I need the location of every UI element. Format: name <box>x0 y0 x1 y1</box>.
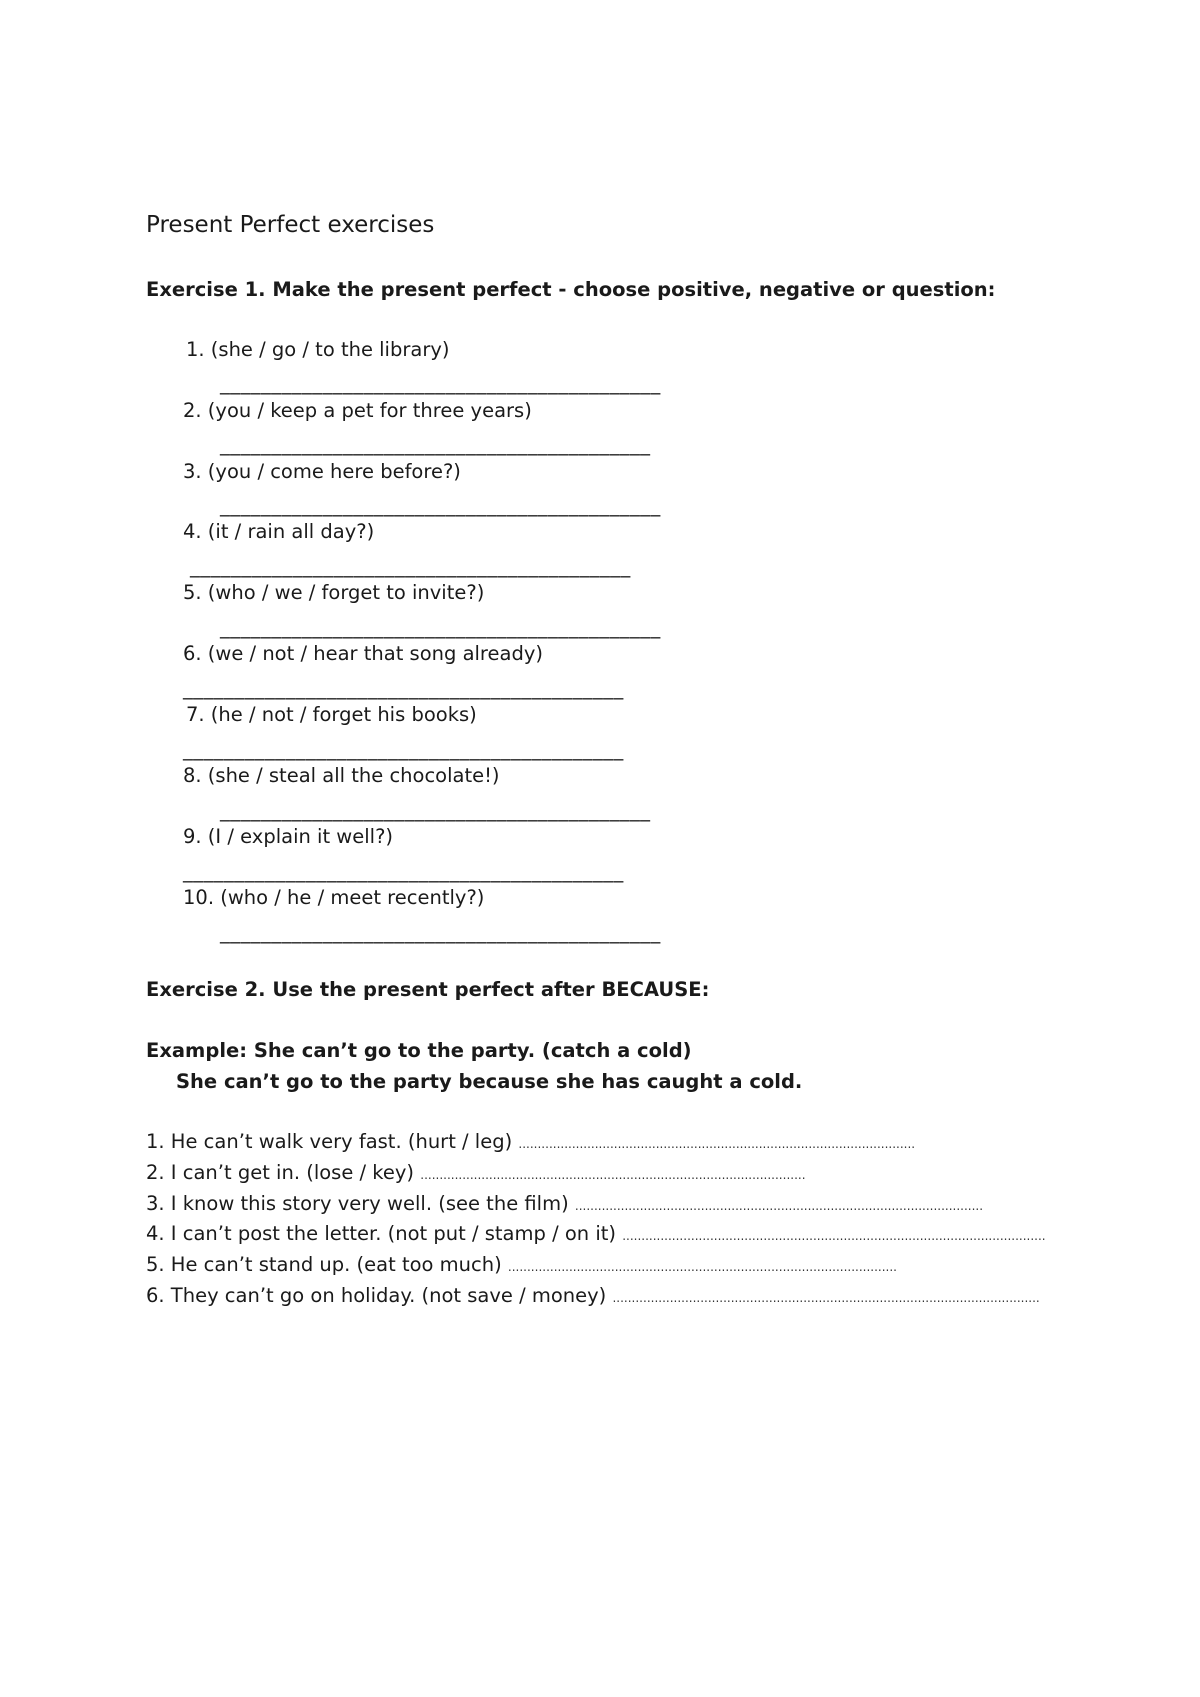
exercise1-blank-6[interactable]: ___________________________________________ <box>183 677 624 700</box>
exercise2-item-text: 2. I can’t get in. (lose / key) <box>146 1161 415 1184</box>
exercise1-blank-5[interactable]: ___________________________________________ <box>220 616 661 639</box>
exercise1-item-7: 7. (he / not / forget his books) <box>186 703 477 726</box>
exercise1-item-1: 1. (she / go / to the library) <box>186 338 450 361</box>
example-sentence: Example: She can’t go to the party. (catch a cold) <box>146 1039 692 1062</box>
exercise1-item-9: 9. (I / explain it well?) <box>183 825 394 848</box>
exercise2-item-3 <box>146 1192 983 1215</box>
answer-dots[interactable]: ............................................................................................................... <box>622 1229 1046 1243</box>
exercise1-blank-10[interactable]: ___________________________________________ <box>220 921 661 944</box>
answer-dots[interactable]: ...................................................................................................... <box>507 1260 897 1274</box>
exercise1-blank-9[interactable]: ___________________________________________ <box>183 860 624 883</box>
answer-dots[interactable]: ........................................................................................................... <box>574 1199 984 1213</box>
exercise1-blank-8[interactable]: __________________________________________ <box>220 799 651 822</box>
exercise1-blank-4[interactable]: ___________________________________________ <box>190 555 631 578</box>
exercise2-item-text: 4. I can’t post the letter. (not put / stamp / on it) <box>146 1222 617 1245</box>
exercise1-item-10: 10. (who / he / meet recently?) <box>183 886 485 909</box>
exercise1-item-4: 4. (it / rain all day?) <box>183 520 375 543</box>
exercise2-item-text: 5. He can’t stand up. (eat too much) <box>146 1253 502 1276</box>
exercise1-item-5: 5. (who / we / forget to invite?) <box>183 581 485 604</box>
exercise2-item-6 <box>146 1284 1040 1307</box>
exercise2-item-4 <box>146 1222 1046 1245</box>
exercise1-blank-3[interactable]: ___________________________________________ <box>220 494 661 517</box>
exercise1-blank-2[interactable]: __________________________________________ <box>220 433 651 456</box>
exercise2-item-1 <box>146 1130 915 1153</box>
exercise1-item-8: 8. (she / steal all the chocolate!) <box>183 764 500 787</box>
exercise1-heading: Exercise 1. Make the present perfect - choose positive, negative or question: <box>146 278 996 301</box>
answer-dots[interactable]: ..................................................................................................... <box>420 1168 806 1182</box>
exercise2-item-2 <box>146 1161 806 1184</box>
exercise2-item-text: 3. I know this story very well. (see the film) <box>146 1192 569 1215</box>
exercise2-item-text: 1. He can’t walk very fast. (hurt / leg) <box>146 1130 513 1153</box>
exercise1-item-3: 3. (you / come here before?) <box>183 460 461 483</box>
exercise1-blank-1[interactable]: ___________________________________________ <box>220 372 661 395</box>
example-answer: She can’t go to the party because she has caught a cold. <box>176 1070 803 1093</box>
exercise2-item-5 <box>146 1253 897 1276</box>
answer-dots[interactable]: ........................................................................................................ <box>518 1137 916 1151</box>
answer-dots[interactable]: ................................................................................................................ <box>612 1291 1040 1305</box>
exercise1-item-6: 6. (we / not / hear that song already) <box>183 642 543 665</box>
exercise2-heading: Exercise 2. Use the present perfect after BECAUSE: <box>146 978 710 1001</box>
exercise1-blank-7[interactable]: ___________________________________________ <box>183 738 624 761</box>
page-title: Present Perfect exercises <box>146 212 435 238</box>
exercise1-item-2: 2. (you / keep a pet for three years) <box>183 399 532 422</box>
exercise2-item-text: 6. They can’t go on holiday. (not save / money) <box>146 1284 607 1307</box>
